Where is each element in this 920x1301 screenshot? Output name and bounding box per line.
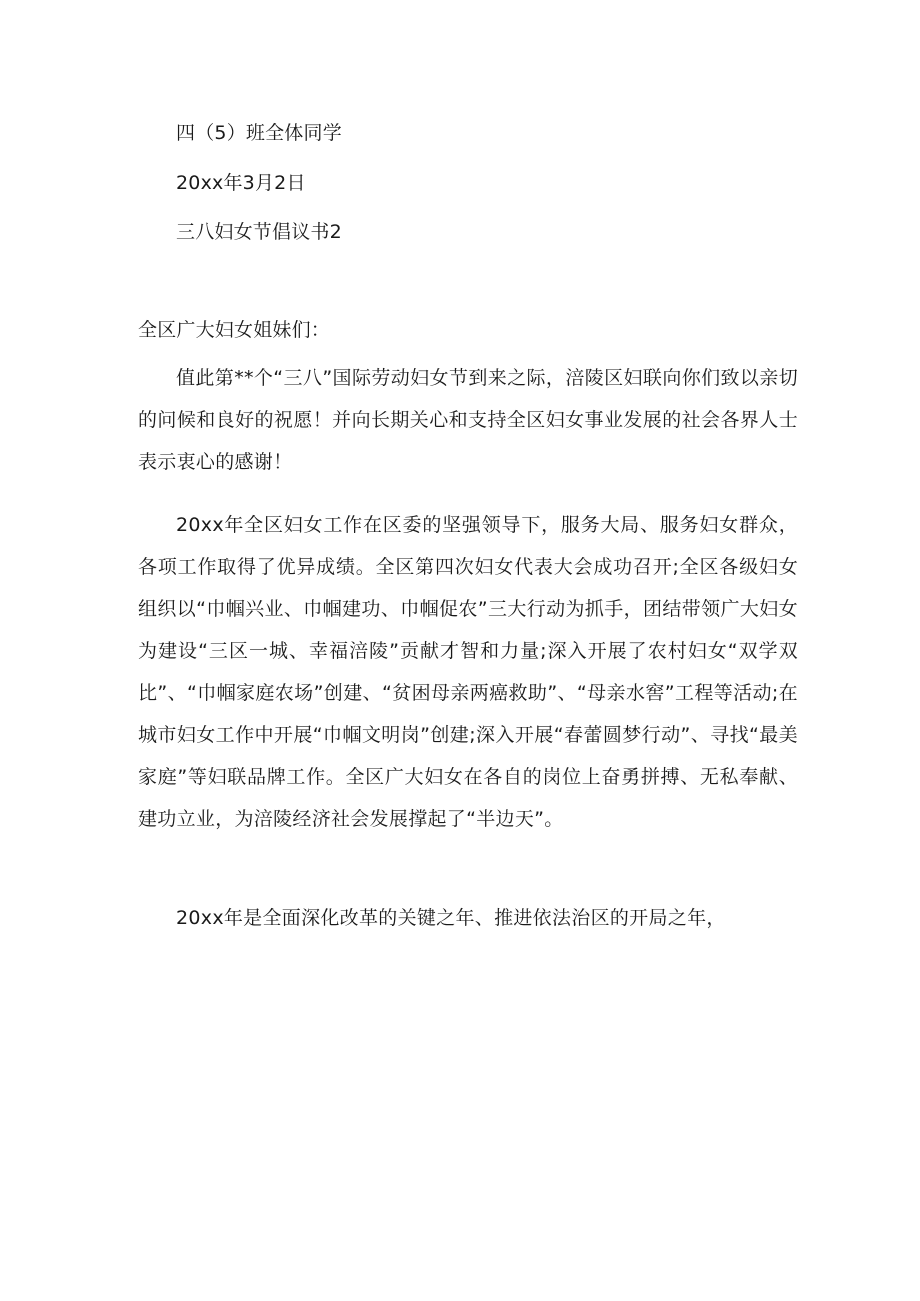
paragraph-greeting: 值此第**个“三八”国际劳动妇女节到来之际，涪陵区妇联向你们致以亲切的问候和良好的祝愿！并向长期关心和支持全区妇女事业发展的社会各界人士表示衷心的感谢！	[138, 367, 798, 473]
signature-date: 20xx年3月2日	[176, 172, 306, 194]
paragraph-year-outlook: 20xx年是全面深化改革的关键之年、推进依法治区的开局之年，	[176, 907, 726, 929]
signature-class-name: 四（5）班全体同学	[176, 122, 342, 144]
document-title: 三八妇女节倡议书2	[176, 221, 342, 243]
paragraph-achievements: 20xx年全区妇女工作在区委的坚强领导下，服务大局、服务妇女群众，各项工作取得了优异成绩。全区第四次妇女代表大会成功召开;全区各级妇女组织以“巾帼兴业、巾帼建功、巾帼促农”三大行动为抓手，团结带领广大妇女为建设“三区一城、幸福涪陵”贡献才智和力量;深入开展了农村妇女“双学双比”、“巾帼家庭农场”创建、“贫困母亲两癌救助”、“母亲水窖”工程等活动;在城市妇女工作中开展“巾帼文明岗”创建;深入开展“春蕾圆梦行动”、寻找“最美家庭”等妇联品牌工作。全区广大妇女在各自的岗位上奋勇拼搏、无私奉献、建功立业，为涪陵经济社会发展撑起了“半边天”。	[138, 514, 798, 830]
salutation: 全区广大妇女姐妹们：	[138, 319, 331, 341]
